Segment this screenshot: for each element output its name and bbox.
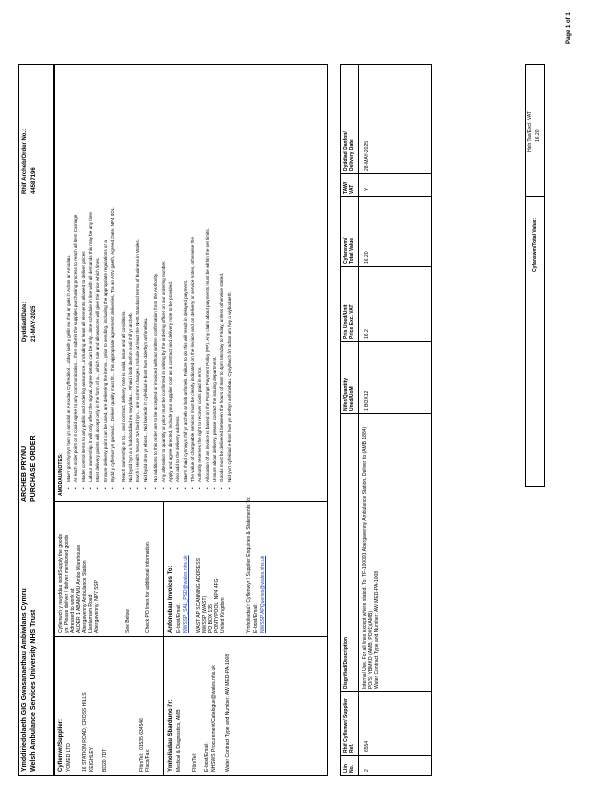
invoice-email-label: E-bost/Email: — [176, 603, 182, 633]
supplier-name: YOMED LTD — [66, 743, 72, 772]
see-below-note: See Below — [125, 609, 131, 633]
total-value-label: Cyfanswm/Total Value: — [532, 217, 538, 272]
condition-item: • Goods must be delivered between the hours of 9am to 4pm Monday to Friday, unless otherwise stated. — [219, 64, 225, 482]
supplier-enquiries-email-label: E-bost/Email: — [253, 603, 259, 633]
condition-item: • Nid bydd hyn a o fuddsoddiad eu nwyddau... Rhaid i bob danfon nodi rhif yr archeb. — [128, 64, 134, 482]
condition-item: • At each order point or it could agree to any communication... then submit the supplies purchasing process to reach all item Carriage — [73, 64, 79, 482]
supplier-address-2: KEIGHLEY — [89, 746, 95, 772]
condition-item: • Mae'r gorchymyn hwn yn amodol ar Amodau Cyffredinol ...ddwy iaith y gellir eu rhoi ar gais i'r Adran ar Amodau. — [66, 64, 72, 482]
invoice-email-link[interactable]: NWSSP_SAL_PSD@wales.nhs.uk — [183, 555, 189, 633]
date-label: Dyddiad/Date: — [22, 301, 28, 342]
condition-item: • Ewch i Health Secure SA bod hyn... are current charges. Include at least the NHS Standard terms of business in Wales. — [135, 64, 141, 482]
cell-vat: Y — [364, 187, 370, 191]
conditions-label: AMODAU/NOTES: — [58, 453, 64, 496]
enquiries-email: E-bost/Email: — [204, 742, 210, 772]
th-unit-price: Pris Uned/Unit Price Exc. VAT — [343, 304, 355, 339]
table-col-line-5 — [340, 266, 432, 267]
condition-item: • The value of chargeable services must be clearly indicated on the invoice and on delivery or service notes, otherwise the — [190, 64, 196, 482]
condition-item: • Most delivery points will accept only in the form of a... which rule and allowances will give the price which lines. — [95, 64, 101, 482]
condition-item: • Mae'n rhaid cynnwys rhif yr archeb ar bob anfoneb. Failure to do this will result in delayed payment. — [183, 64, 189, 482]
enquiries-dept: Medical & Diagnostics, AMB — [176, 709, 182, 772]
condition-item: • Authority reserves the right to recover costs paid in error. — [197, 64, 203, 482]
table-col-line-2 — [340, 691, 432, 692]
cell-unit-price: 16.2 — [364, 329, 370, 339]
excl-vat-value: 16.20 — [535, 129, 541, 142]
order-number-value: 44587196 — [31, 167, 37, 194]
th-line: Llin No. — [343, 764, 355, 773]
th-supplier-ref: Rhif Cyflenwr/ Supplier Ref. — [343, 697, 355, 753]
procurement-email: NHSWS Procurement/Catalogue@wales.nhs.uk — [211, 665, 217, 772]
col-divider-1 — [54, 636, 328, 637]
org-name-en: Welsh Ambulance Services University NHS Trust — [30, 609, 37, 772]
table-header-divider — [358, 64, 359, 776]
col-divider-2 — [54, 501, 328, 502]
excl-vat-label: Heb Tax/Excl. VAT — [527, 111, 533, 152]
invoice-label: Anfonebau Invoices To: — [168, 565, 174, 633]
order-number-label: Rhif Archeb/Order No.: — [22, 128, 28, 194]
totals-divider — [525, 196, 545, 197]
enquiries-tel: Ffôn/Tel: — [192, 752, 198, 772]
row-divider-mid — [163, 502, 164, 776]
condition-item: • Any alteration to quantity or price must be confirmed in writing by the ordering officer on our ordering number. — [161, 64, 167, 482]
invoice-address: WAST AP SCANNING ADDRESS NWSSP (WAST) PO BOX 135 PONTYPOOL NP4 4FG United Kingdom — [196, 558, 226, 633]
condition-item: • Reach ownership or to... and contract, delivery note is valid, issue and all conditions. — [121, 64, 127, 482]
supplier-enquiries-label: Ymholiadau'r Cyflenwyr / Supplier Enquiries & Statements To: — [246, 496, 252, 633]
supplier-label: Cyflenwr/Supplier: — [58, 718, 64, 772]
supplier-postcode: BD20 7DT — [102, 748, 108, 772]
date-value: 21-MAY-2025 — [31, 305, 37, 342]
th-vat: TAW/ VAT — [343, 181, 355, 194]
cell-qty-uom: 1 BOX12 — [364, 390, 370, 411]
condition-item: • Labour ownership, it will only affect the signal. Agree details can be only...time schedule in line with all demands this may be any time — [88, 64, 94, 482]
supplier-address-1: 16 STATION ROAD, CROSS HILLS — [82, 692, 88, 772]
table-col-line-6 — [340, 196, 432, 197]
table-col-line-1 — [340, 755, 432, 756]
conditions-list — [66, 64, 234, 490]
table-col-line-4 — [340, 341, 432, 342]
cell-line: 2 — [364, 769, 370, 772]
condition-item: • Apply and agree directed, include your supplier cost as a contract and delivery note to be provided. — [168, 64, 174, 482]
condition-item: • Also add to the delivery address. — [175, 64, 181, 482]
condition-item: • Allocation of an invoice is based on the Prompt Payment Policy (PP). Any claim about payments must be within the set limits. — [205, 64, 211, 482]
delivery-address: Cyflenwch y nwyddau isod/Supply the goods yn: Please deliver / deliver mentioned goods Adressed to work at: ALDER 1 ABAMYMU Ambo Warehouse Abergavenny Ambulance Station Llantarnam Road Abergavenny NP7 5SP — [58, 534, 100, 633]
th-delivery-date: Dyddiad Danfon/ Delivery Date — [343, 131, 355, 171]
condition-item: • Ensure delivery point can be used, are delivering the items... prior to sending, including the appropriate regulations or a — [103, 64, 109, 482]
check-po-note: Check PO lines for additional information. — [145, 541, 151, 633]
supplier-enquiries-email-link[interactable]: NWSSP.APQueries@wales.nhs.uk — [260, 555, 266, 633]
table-col-line-7 — [340, 173, 432, 174]
cell-description: Internal Use. For all lines except where stated. To: TF-100091 Abergavenny Ambulance Station, Deliver to (AMB 1884) PO/S: YBMKO (AMB, PO#1)(AMB) Water Contract Type and Number: AW MED-PA-1008 — [362, 426, 380, 689]
th-description: Disgrifiad/Description — [343, 637, 349, 689]
condition-item: • Bydd y cyflenwr yn gwneud... Deliver quality must fit... this appropriate agreement deliveries, Tra an ASV gaeth, Agreed Date. NP4 0DL. — [110, 64, 116, 482]
supplier-phone-fax: Ffôn/Tel: 01535 634546 Ffacs/Fax: — [139, 718, 151, 772]
po-title-cy: ARCHEB PRYNU — [21, 445, 28, 502]
condition-item: • Unsure about delivery, please contact the issuing department. — [212, 64, 218, 482]
cell-delivery-date: 28-MAY-2025 — [364, 140, 370, 171]
th-total-value: Cyfanswm/ Total Value — [343, 237, 355, 264]
water-contract: Water Contract Type and Number: AW MED-PA-1008 — [225, 653, 231, 772]
condition-item: • Nid bydd dros yr ebost... Nid bwriedir i'r cyfeiriad e-bost hwn dderbyn anfonebau. — [143, 64, 149, 482]
table-col-line-3 — [340, 413, 432, 414]
enquiries-label: Ymholiadau Sbarduno i'r: — [168, 699, 174, 772]
condition-item: • Nid yw'r cyfeiriad e-bost hwn yn derbyn anfonebau. Cysylltwch â'r adran am fwy o wybodaeth. — [227, 64, 233, 482]
th-qty-uom: Nifer/Quantity Uned/UoM — [343, 377, 355, 411]
cell-supplier-ref: 6554 — [364, 740, 370, 752]
condition-item: • No additions to this order are to be accepted or invoiced without written confirmation from the Authority. — [153, 64, 159, 482]
org-name-cy: Ymddiriedolaeth GIG Gwasanaethau Ambiwlans Cymru — [21, 588, 28, 772]
cell-total-value: 16.20 — [364, 251, 370, 264]
po-title-en: PURCHASE ORDER — [30, 435, 37, 502]
condition-item: • Model control items to any public and ordering assurance...including at least all elements allowed to deliver prices — [81, 64, 87, 482]
page-number: Page 1 of 1 — [566, 12, 572, 44]
